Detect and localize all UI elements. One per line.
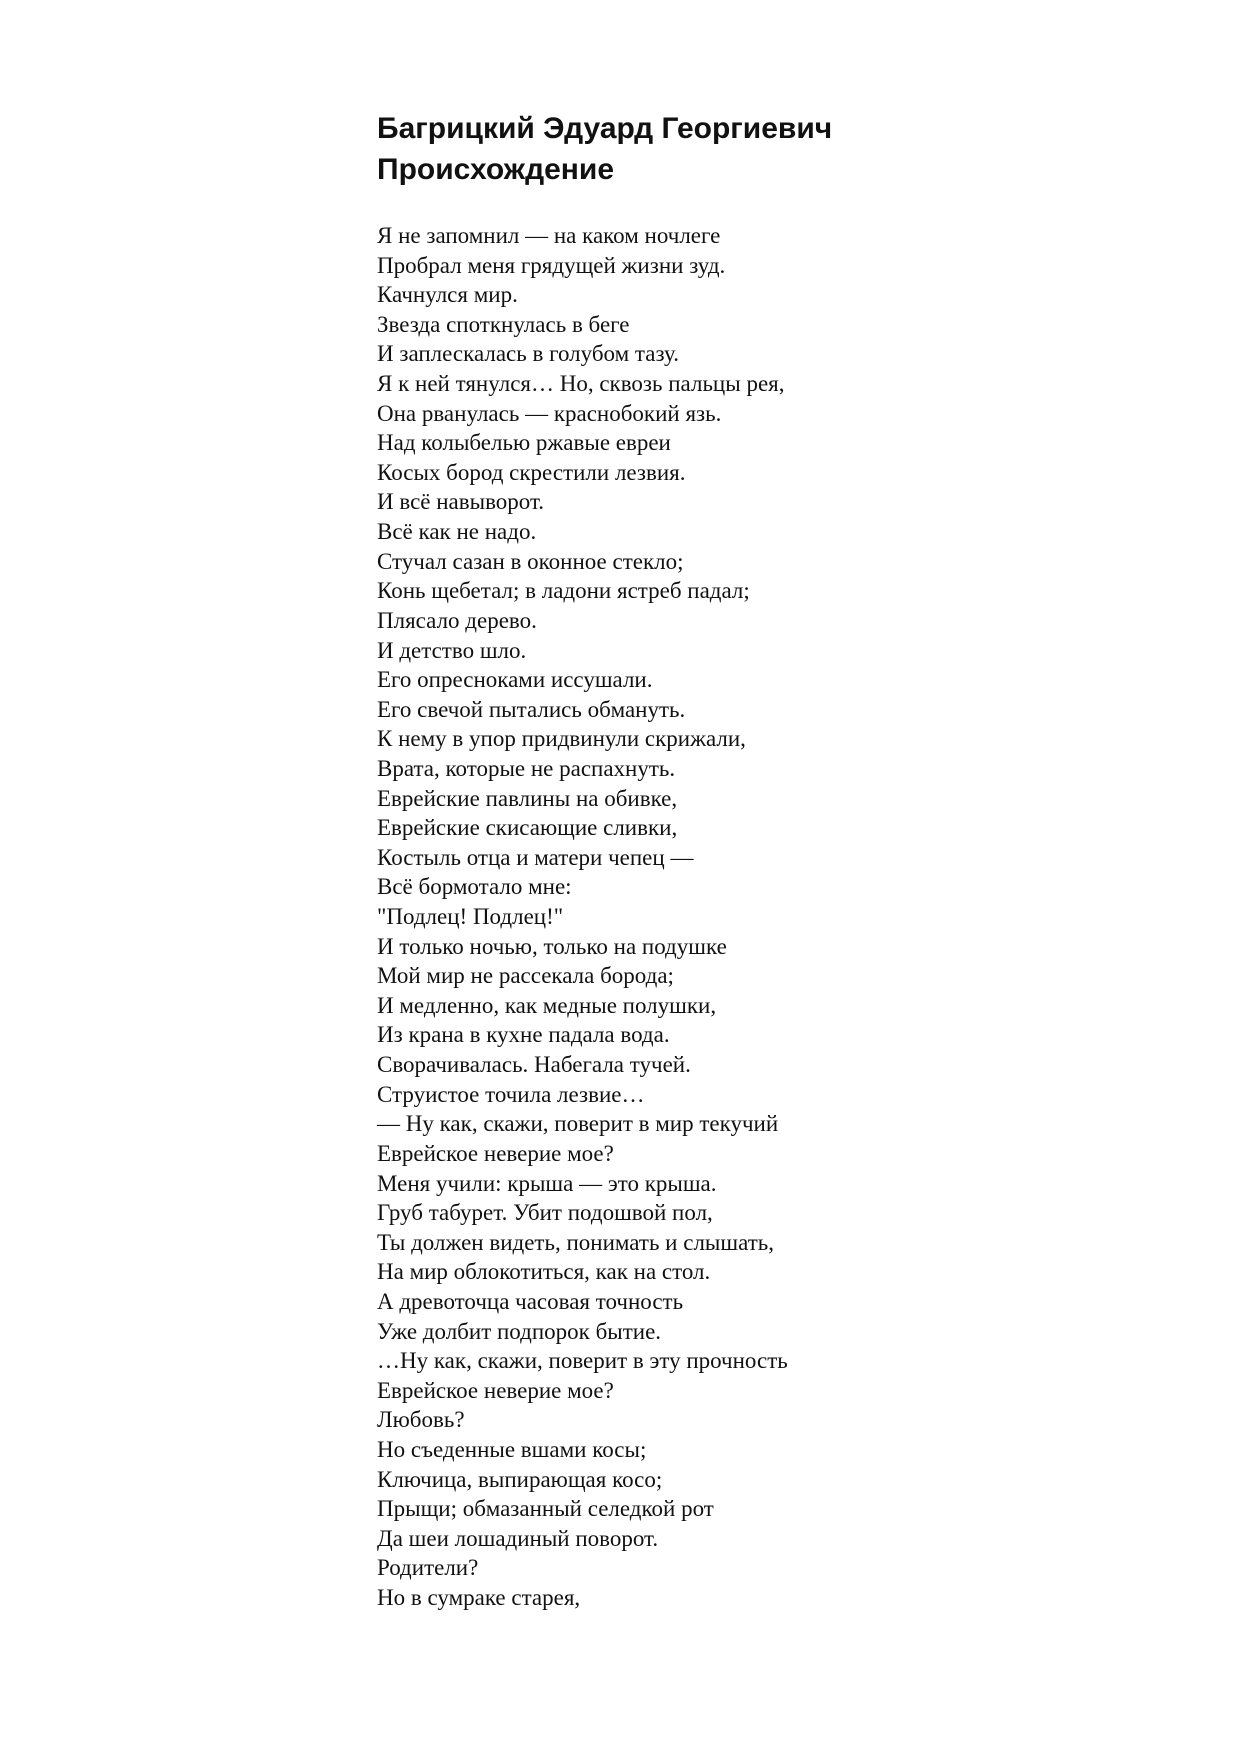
poem-line: Плясало дерево. (377, 607, 537, 633)
poem-line: Всё как не надо. (377, 519, 537, 545)
poem-line: Еврейское неверие мое? (377, 1377, 614, 1403)
document-heading (377, 108, 832, 190)
poem-line: Звезда споткнулась в беге (377, 311, 630, 337)
poem-line: Я к ней тянулся… Но, сквозь пальцы рея, (377, 371, 785, 397)
poem-line: Еврейское неверие мое? (377, 1140, 614, 1166)
poem-line: Ты должен видеть, понимать и слышать, (377, 1229, 774, 1255)
poem-line: И всё навыворот. (377, 489, 545, 515)
poem-line: На мир облокотиться, как на стол. (377, 1259, 711, 1285)
poem-line: Меня учили: крыша — это крыша. (377, 1170, 717, 1196)
poem-line: Костыль отца и матери чепец — (377, 844, 694, 870)
poem-line: И медленно, как медные полушки, (377, 992, 717, 1018)
poem-line: Но в сумраке старея, (377, 1585, 581, 1611)
poem-line: Пробрал меня грядущей жизни зуд. (377, 252, 726, 278)
poem-line: К нему в упор придвинули скрижали, (377, 726, 746, 752)
poem-line: Стучал сазан в оконное стекло; (377, 548, 684, 574)
poem-line: Груб табурет. Убит подошвой пол, (377, 1200, 713, 1226)
poem-line: Любовь? (377, 1407, 465, 1433)
poem-line: Его свечой пытались обмануть. (377, 696, 686, 722)
poem-line: Его опресноками иссушали. (377, 667, 653, 693)
poem-line: И детство шло. (377, 637, 527, 663)
poem-line: Качнулся мир. (377, 282, 518, 308)
poem-line: И заплескалась в голубом тазу. (377, 341, 679, 367)
poem-line: …Ну как, скажи, поверит в эту прочность (377, 1348, 788, 1374)
poem-line: Прыщи; обмазанный селедкой рот (377, 1496, 714, 1522)
poem-line: Еврейские скисающие сливки, (377, 815, 678, 841)
poem-line: "Подлец! Подлец!" (377, 904, 564, 930)
poem-line: Но съеденные вшами косы; (377, 1436, 647, 1462)
poem-line: Из крана в кухне падала вода. (377, 1022, 670, 1048)
poem-line: Мой мир не рассекала борода; (377, 963, 674, 989)
poem-text (377, 221, 788, 1613)
poem-line: Косых бород скрестили лезвия. (377, 459, 686, 485)
poem-line: Врата, которые не распахнуть. (377, 755, 676, 781)
poem-title: Происхождение (377, 153, 615, 186)
poem-line: Я не запомнил — на каком ночлеге (377, 223, 721, 248)
poem-line: Конь щебетал; в ладони ястреб падал; (377, 578, 750, 604)
poem-line: Над колыбелью ржавые евреи (377, 430, 671, 456)
poem-line: И только ночью, только на подушке (377, 933, 727, 959)
poem-line: Она рванулась — краснобокий язь. (377, 400, 722, 426)
poem-line: Струистое точила лезвие… (377, 1081, 645, 1107)
author-name: Багрицкий Эдуард Георгиевич (377, 112, 833, 145)
poem-line: Еврейские павлины на обивке, (377, 785, 678, 811)
poem-line: Всё бормотало мне: (377, 874, 572, 900)
poem-line: Сворачивалась. Набегала тучей. (377, 1052, 691, 1078)
poem-line: — Ну как, скажи, поверит в мир текучий (377, 1111, 779, 1137)
poem-line: Уже долбит подпорок бытие. (377, 1318, 662, 1344)
poem-line: Родители? (377, 1555, 479, 1581)
poem-line: Ключица, выпирающая косо; (377, 1466, 663, 1492)
poem-line: А древоточца часовая точность (377, 1288, 684, 1314)
poem-line: Да шеи лошадиный поворот. (377, 1525, 659, 1551)
